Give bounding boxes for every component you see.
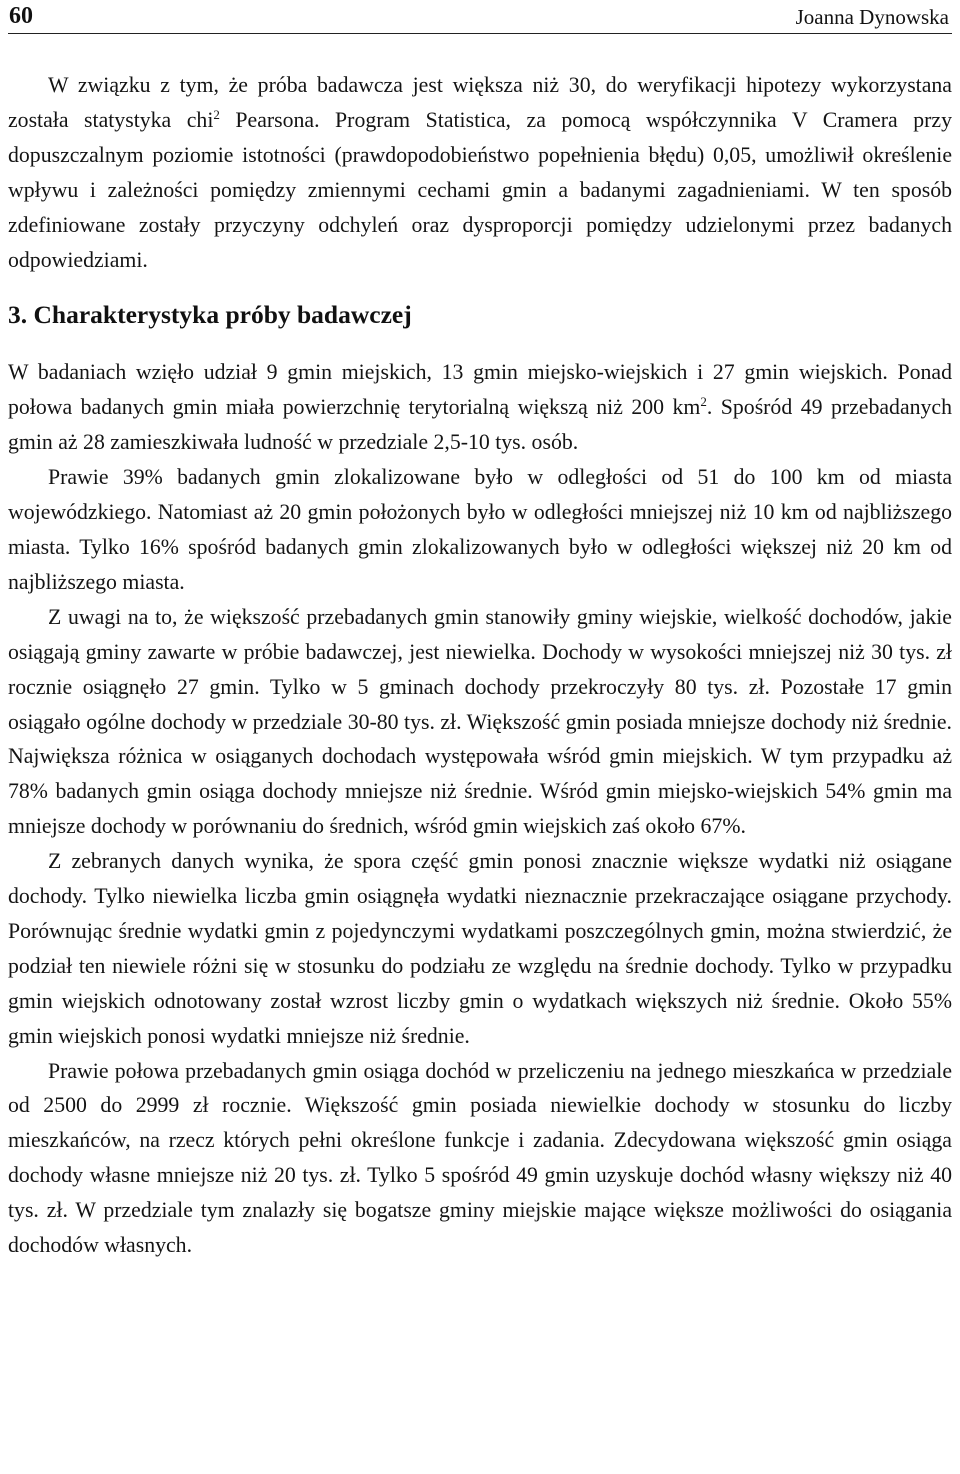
page-number: 60 [9,3,33,29]
paragraph-sample [8,355,952,460]
page-header [8,0,952,34]
paragraph-expenses: Z zebranych danych wynika, że spora część gmin ponosi znacznie większe wydatki niż osiągane dochody. Tylko niewielka liczba gmin osiągnęła wydatki nieznacznie przekraczające osiągane przychody. Porównując średnie wydatki gmin z pojedynczymi wydatkami poszczególnych gmin, można stwierdzić, że podział ten niewiele różni się w stosunku do podziału ze względu na średnie dochody. Tylko w przypadku gmin wiejskich odnotowany został wzrost liczby gmin o wydatkach większych niż średnie. Około 55% gmin wiejskich ponosi wydatki mniejsze niż średnie. [8,849,952,1048]
superscript: 2 [213,106,220,122]
paragraph-method-text-a: W związku z tym, że próba badawcza jest większa niż 30, do weryfikacji hipotezy wykorzystana została statystyka chi [8,73,952,132]
running-head-author: Joanna Dynowska [795,5,949,29]
superscript: 2 [700,394,707,410]
paragraph-sample-text-a: W badaniach wzięło udział 9 gmin miejskich, 13 gmin miejsko-wiejskich i 27 gmin wiejskich. Ponad połowa badanych gmin miała powierzchnię terytorialną większą niż 200 km [8,360,952,420]
paragraph-method [8,68,952,277]
paragraph-per-capita: Prawie połowa przebadanych gmin osiąga dochód w przeliczeniu na jednego mieszkańca w przedziale od 2500 do 2999 zł rocznie. Większość gmin posiada niewielkie dochody w stosunku do liczby mieszkańców, na rzecz których pełni określone funkcje i zadania. Zdecydowana większość gmin osiąga dochody własne mniejsze niż 20 tys. zł. Tylko 5 spośród 49 gmin uzyskuje dochód własny większy niż 40 tys. zł. W przedziale tym znalazły się bogatsze gminy miejskie mające większe możliwości do osiągania dochodów własnych. [8,1058,952,1258]
paragraph-method-text-b: Pearsona. Program Statistica, za pomocą współczynnika V Cramera przy dopuszczalnym poziomie istotności (prawdopodobieństwo popełnienia błędu) 0,05, umożliwił określenie wpływu i zależności pomiędzy zmiennymi cechami gmin a badanymi zagadnieniami. W ten sposób zdefiniowane zostały przyczyny odchyleń oraz dysproporcji pomiędzy udzielonymi przez badanych odpowiedziami. [8,107,952,272]
paragraph-location: Prawie 39% badanych gmin zlokalizowane było w odległości od 51 do 100 km od miasta wojewódzkiego. Natomiast aż 20 gmin położonych było w odległości mniejszej niż 10 km od najbliższego miasta. Tylko 16% spośród badanych gmin zlokalizowanych było w odległości większej niż 20 km od najbliższego miasta. [8,465,952,594]
page-body [8,68,952,1263]
section-heading: 3. Charakterystyka próby badawczej [8,300,412,330]
paragraph-income: Z uwagi na to, że większość przebadanych gmin stanowiły gminy wiejskie, wielkość dochodów, jakie osiągają gminy zawarte w próbie badawczej, jest niewielka. Dochody w wysokości mniejszej niż 30 tys. zł rocznie osiągnęło 27 gmin. Tylko w 5 gminach dochody przekroczyły 80 tys. zł. Pozostałe 17 gmin osiągało ogólne dochody w przedziale 30-80 tys. zł. Większość gmin posiada mniejsze dochody niż średnie. Największa różnica w osiąganych dochodach występowała wśród gmin miejskich. W tym przypadku aż 78% badanych gmin osiąga dochody mniejsze niż średnie. Wśród gmin miejsko-wiejskich 54% gmin ma mniejsze dochody w porównaniu do średnich, wśród gmin wiejskich zaś około 67%. [8,604,952,839]
paragraph-sample-text-b: . Spośród 49 przebadanych gmin aż 28 zamieszkiwała ludność w przedziale 2,5-10 tys. osób. [8,395,952,455]
